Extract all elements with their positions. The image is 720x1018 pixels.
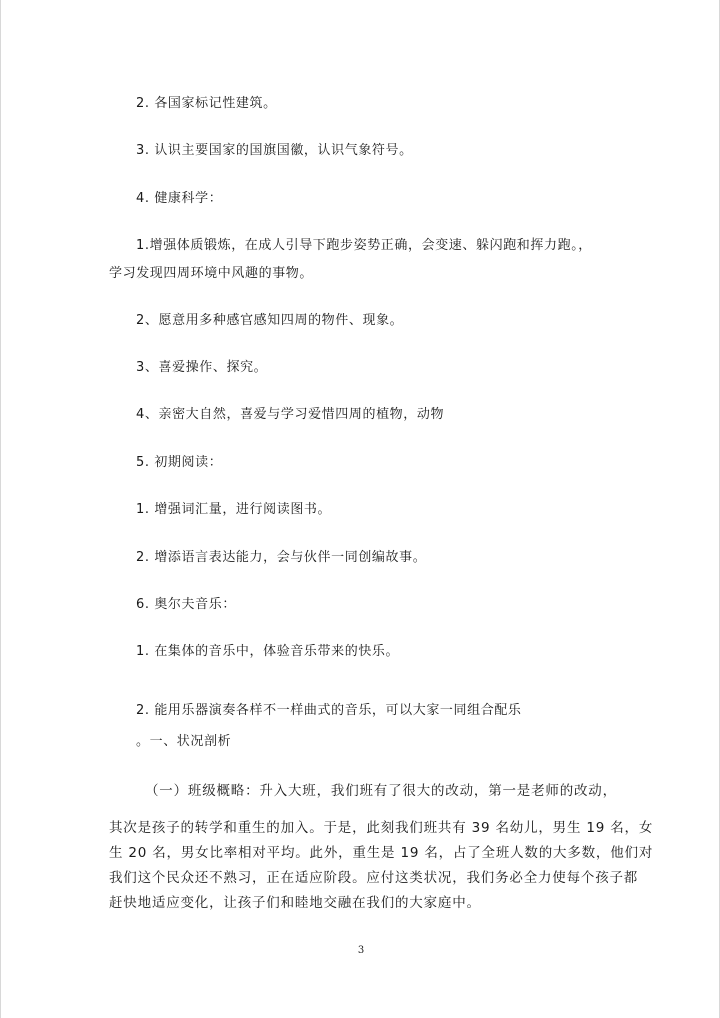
section-heading: 。一、状况剖析: [136, 734, 232, 749]
text-line: 1. 增强词汇量，进行阅读图书。: [136, 502, 332, 517]
text-line: 4、亲密大自然，喜爱与学习爱惜四周的植物，动物: [136, 407, 445, 422]
text-line: 我们这个民众还不熟习，正在适应阶段。应付这类状况，我们务必全力使每个孩子都: [109, 870, 639, 886]
text-line: 5. 初期阅读：: [136, 455, 223, 470]
text-line: 6. 奥尔夫音乐：: [136, 597, 236, 612]
text-line: 学习发现四周环境中风趣的事物。: [109, 266, 314, 281]
text-line: 1.增强体质锻炼，在成人引导下跑步姿势正确，会变速、躲闪跑和挥力跑。，: [136, 238, 592, 253]
text-line: 2. 增添语言表达能力，会与伙伴一同创编故事。: [136, 550, 427, 565]
text-line: 1. 在集体的音乐中，体验音乐带来的快乐。: [136, 644, 400, 659]
text-line: 其次是孩子的转学和重生的加入。于是，此刻我们班共有 39 名幼儿，男生 19 名，女: [109, 820, 654, 836]
text-line: 2、愿意用多种感官感知四周的物件、现象。: [136, 313, 404, 328]
text-line: 4. 健康科学：: [136, 191, 223, 206]
text-line: 3. 认识主要国家的国旗国徽，认识气象符号。: [136, 143, 413, 158]
page-number: 3: [357, 945, 365, 956]
text-line: 生 20 名，男女比率相对平均。此外，重生是 19 名，占了全班人数的大多数，他们对: [109, 845, 654, 861]
text-line: 3、喜爱操作、探究。: [136, 360, 268, 375]
text-line: （一）班级概略：升入大班，我们班有了很大的改动，第一是老师的改动，: [145, 783, 617, 799]
text-line: 赶快地适应变化，让孩子们和睦地交融在我们的大家庭中。: [109, 895, 481, 911]
text-line: 2. 能用乐器演奏各样不一样曲式的音乐，可以大家一同组合配乐: [136, 703, 522, 718]
text-line: 2. 各国家标记性建筑。: [136, 96, 277, 111]
